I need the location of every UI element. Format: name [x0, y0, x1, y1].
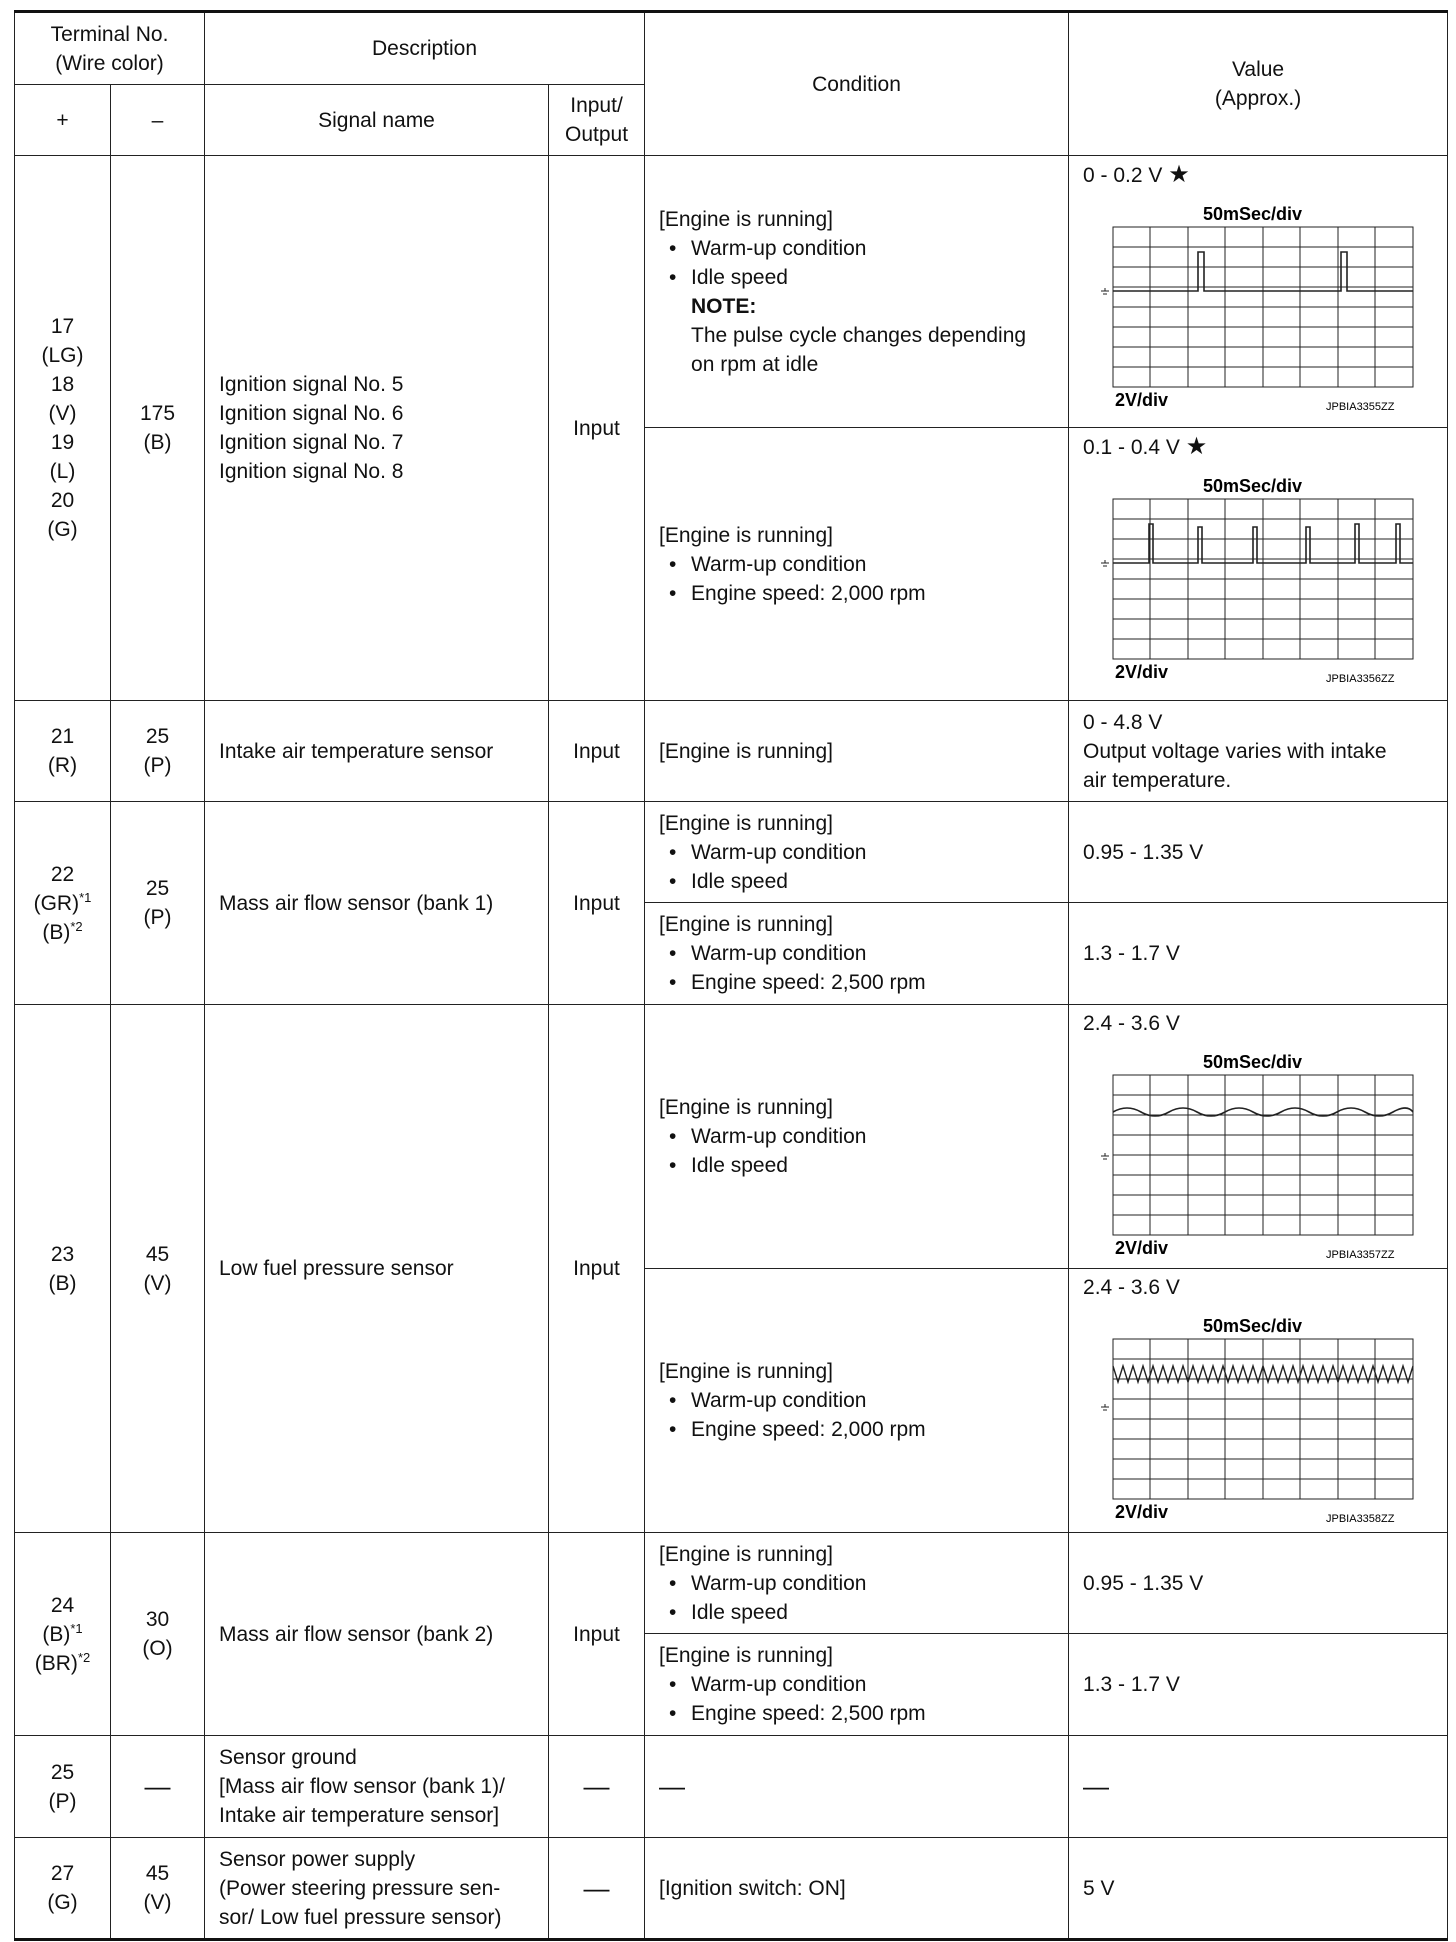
r6-plus-terminal: 25 (P) [15, 1736, 111, 1838]
header-description: Description [205, 12, 645, 85]
r7-io: — [549, 1838, 645, 1940]
svg-text:2V/div: 2V/div [1115, 1502, 1169, 1522]
r2-minus-terminal: 25 (P) [111, 701, 205, 802]
r3-signal-name: Mass air flow sensor (bank 1) [205, 802, 549, 1005]
r4-value-1: 2.4 - 3.6 V 50mSec/div 2V/div JPBIA3357ZZ [1069, 1005, 1448, 1269]
r5-condition-2: [Engine is running] • Warm-up condition • Engine speed: 2,500 rpm [645, 1634, 1069, 1736]
r6-value: — [1069, 1736, 1448, 1838]
oscilloscope-waveform-2 [1093, 466, 1423, 691]
r7-condition: [Ignition switch: ON] [645, 1838, 1069, 1940]
r1-plus-terminal: 17 (LG) 18 (V) 19 (L) 20 (G) [15, 156, 111, 701]
header-terminal-no: Terminal No. (Wire color) [15, 12, 205, 85]
header-minus: – [111, 85, 205, 156]
r1-io: Input [549, 156, 645, 701]
r4-condition-2: [Engine is running] • Warm-up condition • Engine speed: 2,000 rpm [645, 1269, 1069, 1533]
r5-minus-terminal: 30 (O) [111, 1533, 205, 1736]
header-value: Value (Approx.) [1069, 12, 1448, 156]
r3-io: Input [549, 802, 645, 1005]
r3-plus-terminal: 22 (GR)$^{*1}$ $(B)^{*2}$ [15, 802, 111, 1005]
r1-minus-terminal: 175 (B) [111, 156, 205, 701]
svg-text:2V/div: 2V/div [1115, 390, 1169, 410]
r2-plus-terminal: 21 (R) [15, 701, 111, 802]
r7-minus-terminal: 45 (V) [111, 1838, 205, 1940]
r4-io: Input [549, 1005, 645, 1533]
r4-signal-name: Low fuel pressure sensor [205, 1005, 549, 1533]
r2-value: 0 - 4.8 V Output voltage varies with intake air temperature. [1069, 701, 1448, 802]
r5-value-1: 0.95 - 1.35 V [1069, 1533, 1448, 1634]
svg-text:50mSec/div: 50mSec/div [1203, 1052, 1303, 1072]
r5-io: Input [549, 1533, 645, 1736]
r4-condition-1: [Engine is running] • Warm-up condition • Idle speed [645, 1005, 1069, 1269]
oscilloscope-waveform-1 [1093, 194, 1423, 419]
star-icon: ★ [1185, 433, 1208, 460]
svg-text:2V/div: 2V/div [1115, 662, 1169, 682]
header-signal-name: Signal name [205, 85, 549, 156]
svg-text:50mSec/div: 50mSec/div [1203, 204, 1303, 224]
r6-signal-name: Sensor ground [Mass air flow sensor (bank 1)/ Intake air temperature sensor] [205, 1736, 549, 1838]
r7-signal-name: Sensor power supply (Power steering pressure sen- sor/ Low fuel pressure sensor) [205, 1838, 549, 1940]
r5-plus-terminal: 24 $(B)^{*1}$ (BR)$^{*2}$ [15, 1533, 111, 1736]
r4-value-2: 2.4 - 3.6 V 50mSec/div 2V/div JPBIA3358ZZ [1069, 1269, 1448, 1533]
r3-value-1: 0.95 - 1.35 V [1069, 802, 1448, 903]
svg-text:2V/div: 2V/div [1115, 1238, 1169, 1258]
r1-condition-2: [Engine is running] • Warm-up condition • Engine speed: 2,000 rpm [645, 428, 1069, 701]
r1-signal-name: Ignition signal No. 5 Ignition signal No. 6 Ignition signal No. 7 Ignition signal No. 8 [205, 156, 549, 701]
r2-signal-name: Intake air temperature sensor [205, 701, 549, 802]
svg-text:50mSec/div: 50mSec/div [1203, 1316, 1303, 1336]
r3-condition-1: [Engine is running] • Warm-up condition • Idle speed [645, 802, 1069, 903]
header-plus: + [15, 85, 111, 156]
svg-text:JPBIA3356ZZ: JPBIA3356ZZ [1326, 673, 1395, 685]
svg-text:50mSec/div: 50mSec/div [1203, 476, 1303, 496]
svg-text:JPBIA3358ZZ: JPBIA3358ZZ [1326, 1513, 1395, 1525]
r5-value-2: 1.3 - 1.7 V [1069, 1634, 1448, 1736]
r7-plus-terminal: 27 (G) [15, 1838, 111, 1940]
r2-condition: [Engine is running] [645, 701, 1069, 802]
oscilloscope-waveform-3 [1093, 1042, 1423, 1267]
r4-plus-terminal: 23 (B) [15, 1005, 111, 1533]
svg-text:JPBIA3357ZZ: JPBIA3357ZZ [1326, 1249, 1395, 1261]
r6-minus-terminal: — [111, 1736, 205, 1838]
terminal-table [14, 10, 1448, 1941]
r6-condition: — [645, 1736, 1069, 1838]
r3-minus-terminal: 25 (P) [111, 802, 205, 1005]
r4-minus-terminal: 45 (V) [111, 1005, 205, 1533]
r6-io: — [549, 1736, 645, 1838]
r5-condition-1: [Engine is running] • Warm-up condition • Idle speed [645, 1533, 1069, 1634]
header-input-output: Input/ Output [549, 85, 645, 156]
r1-condition-1: [Engine is running] • Warm-up condition • Idle speed NOTE: The pulse cycle changes depending on rpm at idle [645, 156, 1069, 428]
r3-value-2: 1.3 - 1.7 V [1069, 903, 1448, 1005]
r1-value-1: 0 - 0.2 V ★ 50mSec/div 2V/div JPBIA3355ZZ [1069, 156, 1448, 428]
r5-signal-name: Mass air flow sensor (bank 2) [205, 1533, 549, 1736]
oscilloscope-waveform-4 [1093, 1306, 1423, 1531]
r2-io: Input [549, 701, 645, 802]
r7-value: 5 V [1069, 1838, 1448, 1940]
header-condition: Condition [645, 12, 1069, 156]
svg-text:JPBIA3355ZZ: JPBIA3355ZZ [1326, 401, 1395, 413]
r1-value-2: 0.1 - 0.4 V ★ 50mSec/div 2V/div JPBIA3356ZZ [1069, 428, 1448, 701]
r3-condition-2: [Engine is running] • Warm-up condition • Engine speed: 2,500 rpm [645, 903, 1069, 1005]
star-icon: ★ [1168, 161, 1190, 188]
